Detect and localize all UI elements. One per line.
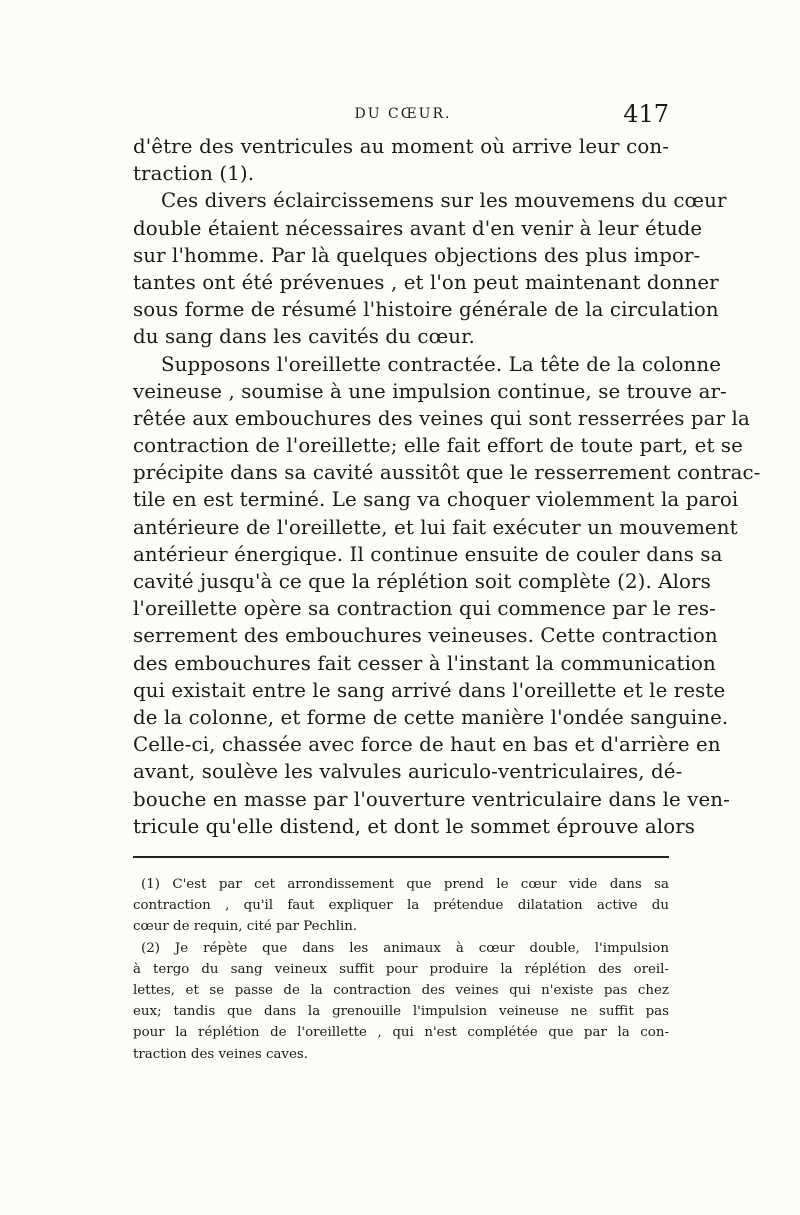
body-line: tantes ont été prévenues , et l'on peut maintenant donner <box>133 270 719 294</box>
body-line: avant, soulève les valvules auriculo-ventriculaires, dé- <box>133 760 683 784</box>
footnote-line: lettes, et se passe de la contraction des veines qui n'existe pas chez <box>133 982 669 998</box>
body-line: sous forme de résumé l'histoire générale de la circulation <box>133 298 719 322</box>
body-line: de la colonne, et forme de cette manière l'ondée sanguine. <box>133 705 729 729</box>
footnotes <box>133 874 669 1065</box>
running-title: DU CŒUR. <box>354 106 452 122</box>
body-line: des embouchures fait cesser à l'instant la communication <box>133 651 716 675</box>
body-line: tile en est terminé. Le sang va choquer violemment la paroi <box>133 488 739 512</box>
body-line: traction (1). <box>133 162 255 186</box>
body-line: veineuse , soumise à une impulsion continue, se trouve ar- <box>133 379 727 403</box>
body-line: sur l'homme. Par là quelques objections des plus impor- <box>133 243 701 267</box>
body-line: Supposons l'oreillette contractée. La tête de la colonne <box>161 352 722 376</box>
body-line: rêtée aux embouchures des veines qui sont resserrées par la <box>133 406 750 430</box>
body-line: Celle-ci, chassée avec force de haut en bas et d'arrière en <box>133 733 721 757</box>
body-text <box>133 133 761 840</box>
body-line: double étaient nécessaires avant d'en venir à leur étude <box>133 216 703 240</box>
body-line: contraction de l'oreillette; elle fait effort de toute part, et se <box>133 434 743 458</box>
body-line: Ces divers éclaircissemens sur les mouvemens du cœur <box>161 189 727 213</box>
footnote-separator-rule <box>133 856 669 858</box>
footnote-line: (2) Je répète que dans les animaux à cœur double, l'impulsion <box>141 940 669 956</box>
footnote-line: eux; tandis que dans la grenouille l'impulsion veineuse ne suffit pas <box>133 1004 669 1020</box>
footnote-line: cœur de requin, cité par Pechlin. <box>133 919 358 935</box>
footnote-line: (1) C'est par cet arrondissement que prend le cœur vide dans sa <box>141 877 669 892</box>
body-line: du sang dans les cavités du cœur. <box>133 325 475 349</box>
footnote-line: à tergo du sang veineux suffit pour produire la réplétion des oreil- <box>133 961 669 977</box>
body-line: qui existait entre le sang arrivé dans l'oreillette et le reste <box>133 678 726 702</box>
body-line: bouche en masse par l'ouverture ventriculaire dans le ven- <box>133 787 730 811</box>
footnote-line: contraction , qu'il faut expliquer la prétendue dilatation active du <box>133 898 669 914</box>
body-line: précipite dans sa cavité aussitôt que le resserrement contrac- <box>133 461 761 485</box>
body-line: d'être des ventricules au moment où arrive leur con- <box>133 135 669 158</box>
body-line: cavité jusqu'à ce que la réplétion soit complète (2). Alors <box>133 570 711 593</box>
page-number: 417 <box>623 100 669 128</box>
footnote-line: pour la réplétion de l'oreillette , qui n'est complétée que par la con- <box>133 1025 669 1041</box>
running-head <box>133 100 673 130</box>
body-line: tricule qu'elle distend, et dont le sommet éprouve alors <box>133 814 696 838</box>
body-line: antérieure de l'oreillette, et lui fait exécuter un mouvement <box>133 515 738 539</box>
footnote-line: traction des veines caves. <box>133 1046 309 1062</box>
body-line: antérieur énergique. Il continue ensuite de couler dans sa <box>133 542 723 566</box>
body-line: serrement des embouchures veineuses. Cette contraction <box>133 624 718 648</box>
body-line: l'oreillette opère sa contraction qui commence par le res- <box>133 597 716 621</box>
